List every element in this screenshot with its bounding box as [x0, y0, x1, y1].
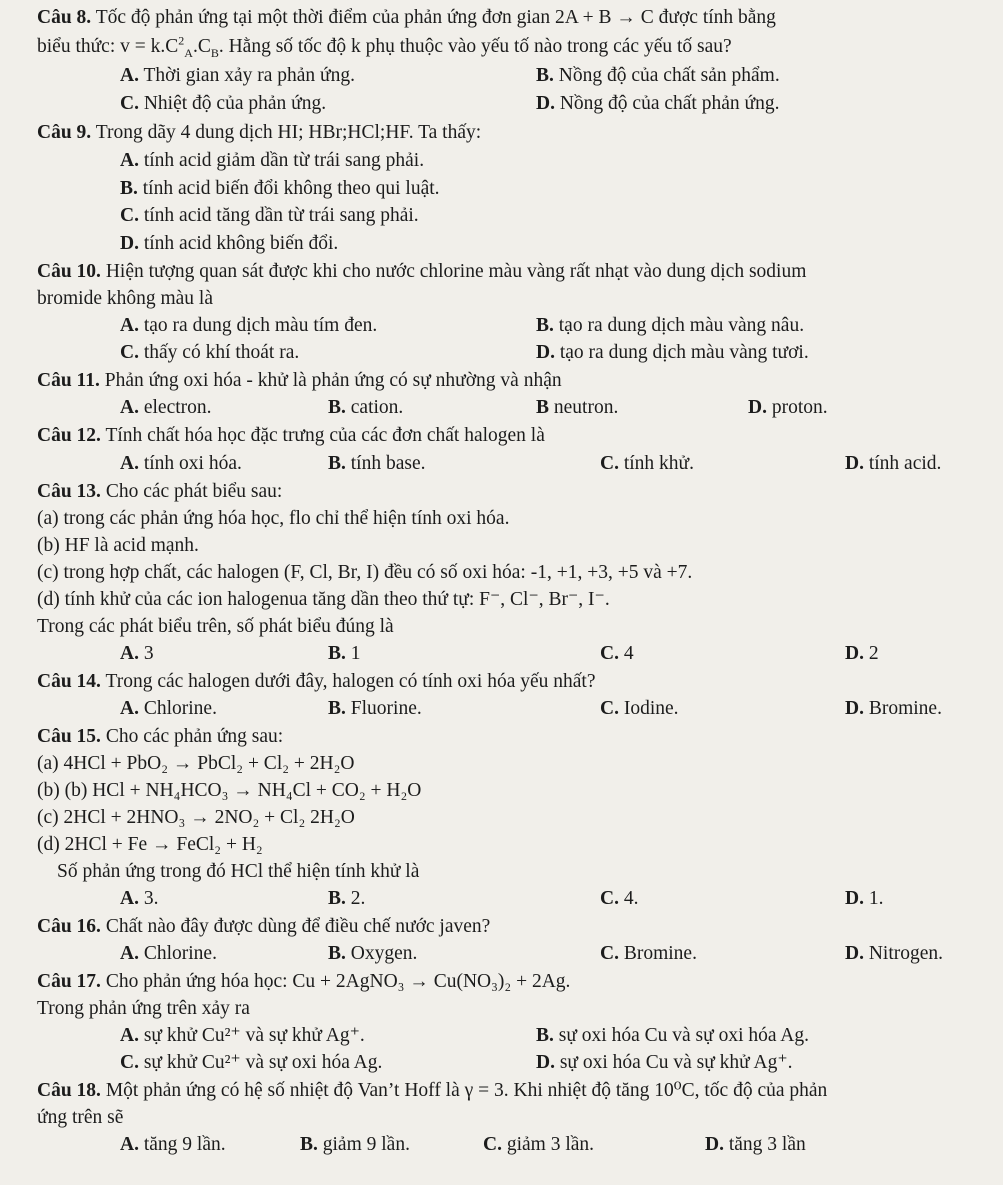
q11-option-a[interactable]: A. electron.: [120, 397, 212, 418]
q13-option-a[interactable]: A. 3: [120, 643, 154, 664]
q8-label: Câu 8.: [37, 7, 92, 28]
q18-stem: Câu 18. Một phản ứng có hệ số nhiệt độ Van’t Hoff là γ = 3. Khi nhiệt độ tăng 10⁰C, tốc độ của phản: [37, 1080, 828, 1101]
q10-stem: Câu 10. Hiện tượng quan sát được khi cho nước chlorine màu vàng rất nhạt vào dung dịch sodium: [37, 261, 807, 282]
q14-option-d[interactable]: D. Bromine.: [845, 698, 942, 719]
q14-option-b[interactable]: B. Fluorine.: [328, 698, 422, 719]
q8-option-d[interactable]: D. Nồng độ của chất phản ứng.: [536, 93, 780, 114]
q14-stem: Câu 14. Trong các halogen dưới đây, halogen có tính oxi hóa yếu nhất?: [37, 671, 596, 692]
q13-option-d[interactable]: D. 2: [845, 643, 879, 664]
q8-stem-line2: biểu thức: $v = k.C^2_A.C_B$. Hằng số tốc độ k phụ thuộc vào yếu tố nào trong các yếu tố sau?: [37, 33, 732, 60]
q11-option-d[interactable]: D. proton.: [748, 397, 828, 418]
q15-question: Số phản ứng trong đó HCl thể hiện tính khử là: [57, 861, 420, 882]
q15-reaction-a: (a) 4HCl + PbO₂ → PbCl₂ + Cl₂ + 2H₂O: [37, 753, 355, 774]
q11-option-c[interactable]: B neutron.: [536, 397, 619, 418]
q9-option-d[interactable]: D. tính acid không biến đổi.: [120, 233, 339, 254]
q9-option-a[interactable]: A. tính acid giảm dần từ trái sang phải.: [120, 150, 425, 171]
q10-option-a[interactable]: A. tạo ra dung dịch màu tím đen.: [120, 315, 378, 336]
q10-option-c[interactable]: C. thấy có khí thoát ra.: [120, 342, 300, 363]
q15-option-c[interactable]: C. 4.: [600, 888, 639, 909]
q13-option-b[interactable]: B. 1: [328, 643, 361, 664]
q8-option-a[interactable]: A. Thời gian xảy ra phản ứng.: [120, 65, 355, 86]
q12-option-d[interactable]: D. tính acid.: [845, 453, 942, 474]
q15-reaction-c: (c) 2HCl + 2HNO₃ → 2NO₂ + Cl₂ 2H₂O: [37, 807, 355, 828]
q15-option-d[interactable]: D. 1.: [845, 888, 884, 909]
q15-reaction-d: (d) 2HCl + Fe → FeCl₂ + H₂: [37, 834, 263, 855]
q16-option-d[interactable]: D. Nitrogen.: [845, 943, 944, 964]
q9-stem: Câu 9. Trong dãy 4 dung dịch HI; HBr;HCl;HF. Ta thấy:: [37, 122, 482, 143]
q15-option-a[interactable]: A. 3.: [120, 888, 159, 909]
q8-option-b[interactable]: B. Nồng độ của chất sản phẩm.: [536, 65, 780, 86]
q15-option-b[interactable]: B. 2.: [328, 888, 366, 909]
q12-option-c[interactable]: C. tính khử.: [600, 453, 694, 474]
q11-option-b[interactable]: B. cation.: [328, 397, 404, 418]
q14-option-c[interactable]: C. Iodine.: [600, 698, 679, 719]
q12-option-b[interactable]: B. tính base.: [328, 453, 426, 474]
q16-option-b[interactable]: B. Oxygen.: [328, 943, 418, 964]
q16-stem: Câu 16. Chất nào đây được dùng để điều chế nước javen?: [37, 916, 491, 937]
q13-statement-b: (b) HF là acid mạnh.: [37, 535, 199, 556]
q18-option-b[interactable]: B. giảm 9 lần.: [300, 1134, 410, 1155]
q10-option-d[interactable]: D. tạo ra dung dịch màu vàng tươi.: [536, 342, 809, 363]
q13-statement-c: (c) trong hợp chất, các halogen (F, Cl, Br, I) đều có số oxi hóa: -1, +1, +3, +5 và +7.: [37, 562, 693, 583]
q10-stem-line2: bromide không màu là: [37, 288, 214, 309]
q8-stem: [37, 5, 776, 31]
q14-option-a[interactable]: A. Chlorine.: [120, 698, 217, 719]
q17-option-a[interactable]: A. sự khử Cu²⁺ và sự khử Ag⁺.: [120, 1025, 365, 1046]
q17-option-b[interactable]: B. sự oxi hóa Cu và sự oxi hóa Ag.: [536, 1025, 810, 1046]
q12-option-a[interactable]: A. tính oxi hóa.: [120, 453, 242, 474]
q18-option-c[interactable]: C. giảm 3 lần.: [483, 1134, 595, 1155]
q18-option-a[interactable]: A. tăng 9 lần.: [120, 1134, 226, 1155]
q9-option-b[interactable]: B. tính acid biến đổi không theo qui luật.: [120, 178, 440, 199]
q17-option-c[interactable]: C. sự khử Cu²⁺ và sự oxi hóa Ag.: [120, 1052, 383, 1073]
q15-reaction-b: (b) (b) HCl + NH₄HCO₃ → NH₄Cl + CO₂ + H₂O: [37, 780, 422, 801]
q18-option-d[interactable]: D. tăng 3 lần: [705, 1134, 806, 1155]
q16-option-a[interactable]: A. Chlorine.: [120, 943, 217, 964]
q11-stem: Câu 11. Phản ứng oxi hóa - khử là phản ứng có sự nhường và nhận: [37, 370, 562, 391]
q13-statement-d: (d) tính khử của các ion halogenua tăng dần theo thứ tự: F⁻, Cl⁻, Br⁻, I⁻.: [37, 589, 610, 610]
q13-option-c[interactable]: C. 4: [600, 643, 634, 664]
q8-option-c[interactable]: C. Nhiệt độ của phản ứng.: [120, 93, 327, 114]
q13-question: Trong các phát biểu trên, số phát biểu đúng là: [37, 616, 394, 637]
q10-option-b[interactable]: B. tạo ra dung dịch màu vàng nâu.: [536, 315, 805, 336]
q12-stem: Câu 12. Tính chất hóa học đặc trưng của các đơn chất halogen là: [37, 425, 545, 446]
q8-text: Tốc độ phản ứng tại một thời điểm của phản ứng đơn gian 2A + B → C được tính bằng: [95, 7, 776, 28]
q17-option-d[interactable]: D. sự oxi hóa Cu và sự khử Ag⁺.: [536, 1052, 793, 1073]
q13-statement-a: (a) trong các phản ứng hóa học, flo chỉ thể hiện tính oxi hóa.: [37, 508, 510, 529]
q9-option-c[interactable]: C. tính acid tăng dần từ trái sang phải.: [120, 205, 419, 226]
q17-question: Trong phản ứng trên xảy ra: [37, 998, 250, 1019]
q15-stem: Câu 15. Cho các phản ứng sau:: [37, 726, 284, 747]
q18-stem-line2: ứng trên sẽ: [37, 1107, 124, 1128]
q16-option-c[interactable]: C. Bromine.: [600, 943, 697, 964]
q13-stem: Câu 13. Cho các phát biểu sau:: [37, 481, 283, 502]
q17-stem: Câu 17. Cho phản ứng hóa học: Cu + 2AgNO₃ → Cu(NO₃)₂ + 2Ag.: [37, 971, 571, 992]
